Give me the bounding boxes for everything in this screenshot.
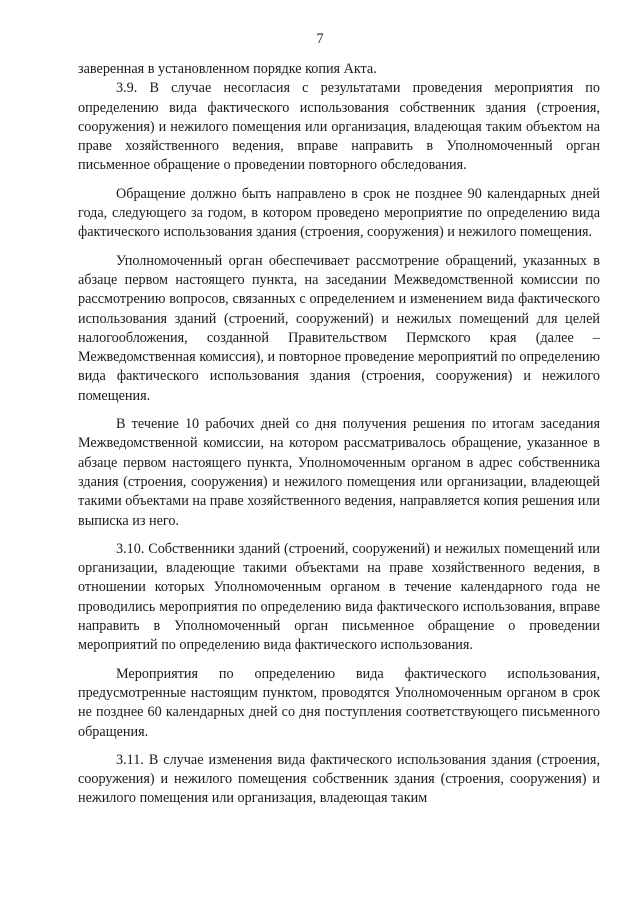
paragraph-measures-deadline: Мероприятия по определению вида фактического использования, предусмотренные настоящим пунктом, проводятся Уполномоченным органом в срок не позднее 60 календарных дней со дня поступления соответствующего письменного обращения. <box>78 665 600 740</box>
paragraph-appeal-deadline: Обращение должно быть направлено в срок не позднее 90 календарных дней года, следующего за годом, в котором проведено мероприятие по определению вида фактического использования здания (строения, сооружения) и нежилого помещения. <box>78 185 600 241</box>
paragraph-decision-copy: В течение 10 рабочих дней со дня получения решения по итогам заседания Межведомственной комиссии, на котором рассматривалось обращение, указанное в абзаце первом настоящего пункта, Уполномоченным органом в адрес собственника здания (строения, сооружения) и нежилого помещения или организации, владеющей такими объектами на праве хозяйственного ведения, направляется копия решения или выписка из него. <box>78 416 600 529</box>
paragraph-continuation: заверенная в установленном порядке копия Акта. <box>78 61 377 77</box>
paragraph-3-9: 3.9. В случае несогласия с результатами проведения мероприятия по определению вида фактического использования собственник здания (строения, сооружения) и нежилого помещения или организация, владеющая таким объектом на праве хозяйственного ведения, вправе направить в Уполномоченный орган письменное обращение о проведении повторного обследования. <box>78 80 600 174</box>
page-number: 7 <box>316 31 324 47</box>
paragraph-3-11: 3.11. В случае изменения вида фактического использования здания (строения, сооружения) и нежилого помещения собственник здания (строения, сооружения) и нежилого помещения или организация, владеющая таким <box>78 751 600 807</box>
paragraph-3-10: 3.10. Собственники зданий (строений, сооружений) и нежилых помещений или организации, владеющие такими объектами на праве хозяйственного ведения, в отношении которых Уполномоченным органом в течение календарного года не проводились мероприятия по определению вида фактического использования, вправе направить в Уполномоченный орган письменное обращение о проведении мероприятий по определению вида фактического использования. <box>78 540 600 654</box>
document-body <box>78 60 600 809</box>
paragraph-appeal-review: Уполномоченный орган обеспечивает рассмотрение обращений, указанных в абзаце первом настоящего пункта, на заседании Межведомственной комиссии по рассмотрению вопросов, связанных с определением и изменением вида фактического использования зданий (строений, сооружений) и нежилых помещений для целей налогообложения, созданной Правительством Пермского края (далее – Межведомственная комиссия), и повторное проведение мероприятий по определению вида фактического использования здания (строения, сооружения) и нежилого помещения. <box>78 252 600 404</box>
